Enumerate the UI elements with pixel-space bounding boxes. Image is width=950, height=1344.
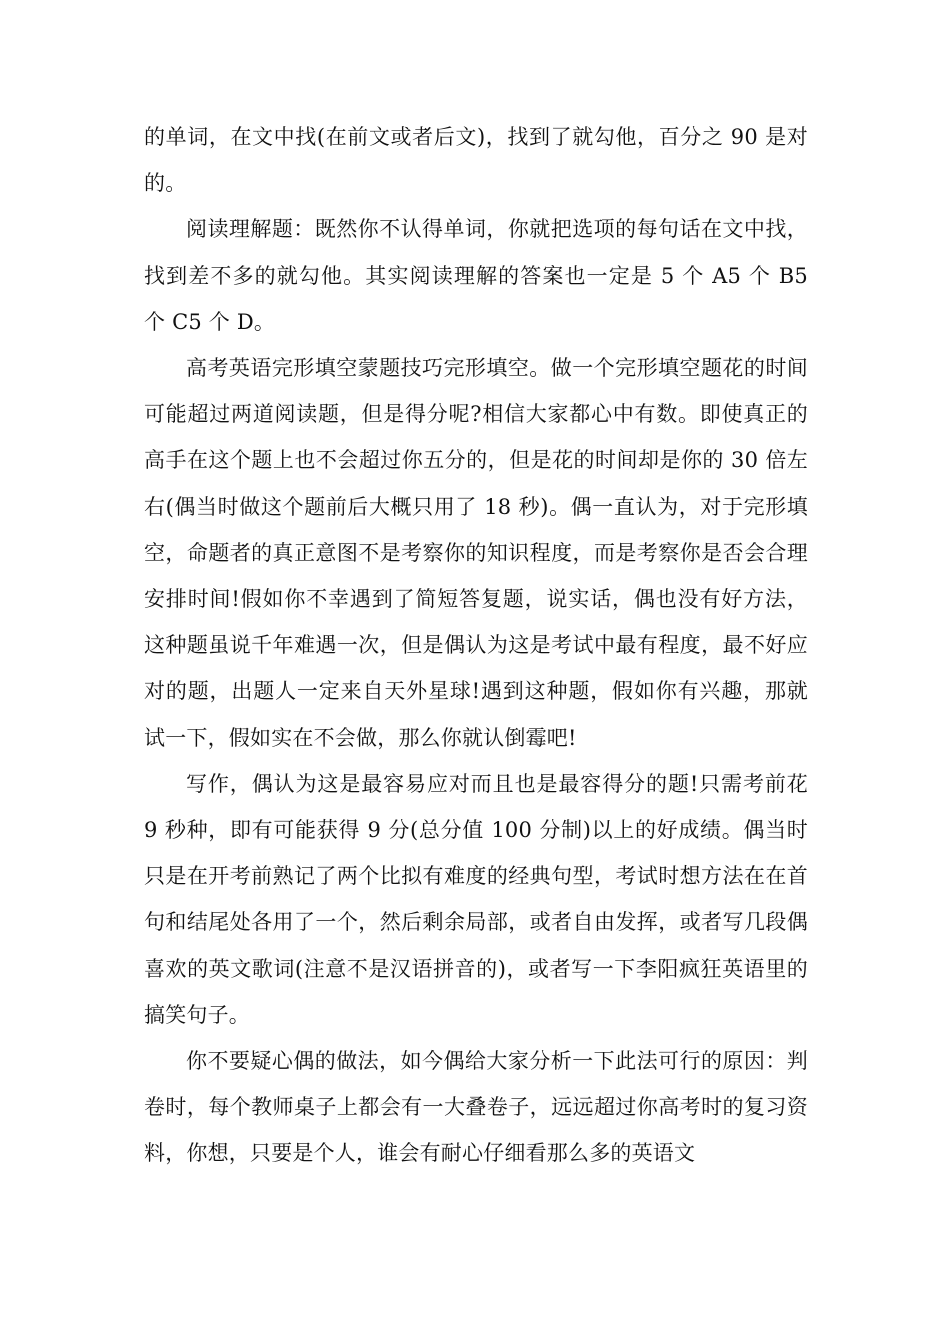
paragraph-3: 高考英语完形填空蒙题技巧完形填空。做一个完形填空题花的时间可能超过两道阅读题，但是得分呢?相信大家都心中有数。即使真正的高手在这个题上也不会超过你五分的，但是花的时间却是你的 30 倍左右(偶当时做这个题前后大概只用了 18 秒)。偶一直认为，对于完形填空，命题者的真正意图不是考察你的知识程度，而是考察你是否会合理安排时间!假如你不幸遇到了简短答复题，说实话，偶也没有好方法，这种题虽说千年难遇一次，但是偶认为这是考试中最有程度，最不好应对的题，出题人一定来自天外星球!遇到这种题，假如你有兴趣，那就试一下，假如实在不会做，那么你就认倒霉吧!	[144, 356, 808, 750]
paragraph-5: 你不要疑心偶的做法，如今偶给大家分析一下此法可行的原因：判卷时，每个教师桌子上都会有一大叠卷子，远远超过你高考时的复习资料，你想，只要是个人，谁会有耐心仔细看那么多的英语文	[144, 1049, 808, 1166]
paragraph-4: 写作，偶认为这是最容易应对而且也是最容得分的题!只需考前花 9 秒种，即有可能获得 9 分(总分值 100 分制)以上的好成绩。偶当时只是在开考前熟记了两个比拟有难度的经典句型，考试时想方法在在首句和结尾处各用了一个，然后剩余局部，或者自由发挥，或者写几段偶喜欢的英文歌词(注意不是汉语拼音的)，或者写一下李阳疯狂英语里的搞笑句子。	[144, 771, 808, 1027]
body-text	[144, 114, 808, 1177]
paragraph-2: 阅读理解题：既然你不认得单词，你就把选项的每句话在文中找，找到差不多的就勾他。其实阅读理解的答案也一定是 5 个 A5 个 B5 个 C5 个 D。	[144, 217, 808, 334]
paragraph-1: 的单词，在文中找(在前文或者后文)，找到了就勾他，百分之 90 是对的。	[144, 125, 808, 196]
